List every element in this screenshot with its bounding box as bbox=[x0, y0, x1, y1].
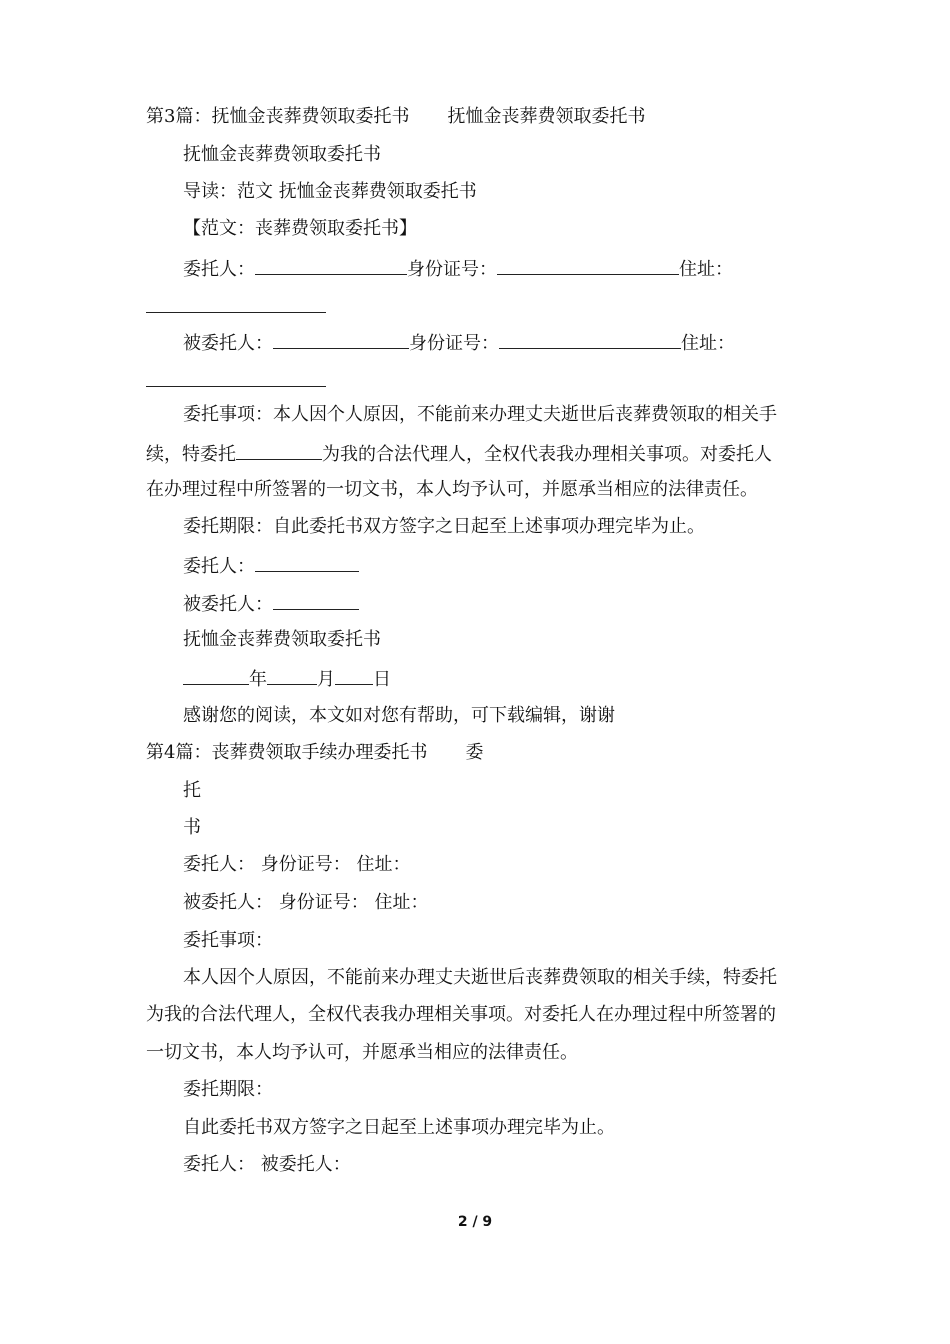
s4-term-line: 自此委托书双方签字之日起至上述事项办理完毕为止。 bbox=[183, 1117, 615, 1138]
intro-line: 导读：范文 抚恤金丧葬费领取委托书 bbox=[183, 181, 477, 202]
thanks-line: 感谢您的阅读，本文如对您有帮助，可下载编辑，谢谢 bbox=[183, 705, 615, 726]
month-blank bbox=[267, 666, 317, 685]
agent-id-blank bbox=[499, 330, 681, 349]
section-3-title: 第3篇：抚恤金丧葬费领取委托书 bbox=[146, 106, 410, 127]
s4-matter-line-1: 本人因个人原因，不能前来办理丈夫逝世后丧葬费领取的相关手续，特委托 bbox=[183, 967, 777, 988]
matter-text-a: 续，特委托 bbox=[146, 444, 236, 465]
principal-field-line bbox=[183, 256, 733, 282]
agent-name-blank bbox=[236, 441, 322, 460]
principal-blank bbox=[255, 256, 407, 275]
section-4-char: 委 bbox=[465, 742, 484, 763]
s4-matter-line-3: 一切文书，本人均予认可，并愿承当相应的法律责任。 bbox=[146, 1042, 578, 1063]
day-blank bbox=[335, 666, 373, 685]
sign-agent-line bbox=[183, 591, 359, 617]
agent-label: 被委托人： bbox=[183, 333, 273, 354]
section-4-title: 第4篇：丧葬费领取手续办理委托书 bbox=[146, 742, 428, 763]
year-label: 年 bbox=[249, 669, 267, 690]
section-4-char-3: 书 bbox=[183, 817, 201, 838]
s4-term-label: 委托期限： bbox=[183, 1079, 273, 1100]
address-label: 住址： bbox=[679, 259, 733, 280]
matter-para-line-2 bbox=[146, 441, 772, 467]
agent-blank bbox=[273, 330, 409, 349]
month-label: 月 bbox=[317, 669, 335, 690]
sign-principal-label: 委托人： bbox=[183, 556, 255, 577]
sample-heading: 【范文：丧葬费领取委托书】 bbox=[183, 218, 417, 239]
sign-agent-label: 被委托人： bbox=[183, 594, 273, 615]
agent-address-blank-line bbox=[146, 386, 326, 387]
sign-agent-blank bbox=[273, 591, 359, 610]
s4-matter-label: 委托事项： bbox=[183, 930, 273, 951]
day-label: 日 bbox=[373, 669, 391, 690]
id-number-blank bbox=[497, 256, 679, 275]
matter-text-b: 为我的合法代理人，全权代表我办理相关事项。对委托人 bbox=[322, 444, 772, 465]
address-blank-line bbox=[146, 312, 326, 313]
section-3-subtitle: 抚恤金丧葬费领取委托书 bbox=[447, 106, 646, 127]
id-number-label: 身份证号： bbox=[407, 259, 497, 280]
sign-principal-blank bbox=[255, 553, 359, 572]
s4-sign-line: 委托人： 被委托人： bbox=[183, 1154, 351, 1175]
s4-principal-line: 委托人： 身份证号： 住址： bbox=[183, 854, 411, 875]
term-line: 委托期限：自此委托书双方签字之日起至上述事项办理完毕为止。 bbox=[183, 516, 705, 537]
principal-label: 委托人： bbox=[183, 259, 255, 280]
agent-address-label: 住址： bbox=[681, 333, 735, 354]
matter-para-line-1: 委托事项：本人因个人原因，不能前来办理丈夫逝世后丧葬费领取的相关手 bbox=[183, 404, 777, 425]
agent-id-label: 身份证号： bbox=[409, 333, 499, 354]
s4-matter-line-2: 为我的合法代理人，全权代表我办理相关事项。对委托人在办理过程中所签署的 bbox=[146, 1004, 776, 1025]
sign-principal-line bbox=[183, 553, 359, 579]
date-line bbox=[183, 666, 391, 692]
agent-field-line bbox=[183, 330, 735, 356]
section-3-heading bbox=[146, 105, 645, 129]
s4-agent-line: 被委托人： 身份证号： 住址： bbox=[183, 892, 429, 913]
matter-para-line-3: 在办理过程中所签署的一切文书，本人均予认可，并愿承当相应的法律责任。 bbox=[146, 479, 758, 500]
doc-title-line: 抚恤金丧葬费领取委托书 bbox=[183, 144, 381, 165]
page-number: 2 / 9 bbox=[457, 1214, 493, 1230]
year-blank bbox=[183, 666, 249, 685]
doc-title-repeat: 抚恤金丧葬费领取委托书 bbox=[183, 629, 381, 650]
section-4-heading bbox=[146, 741, 483, 765]
section-4-char-2: 托 bbox=[183, 780, 201, 801]
